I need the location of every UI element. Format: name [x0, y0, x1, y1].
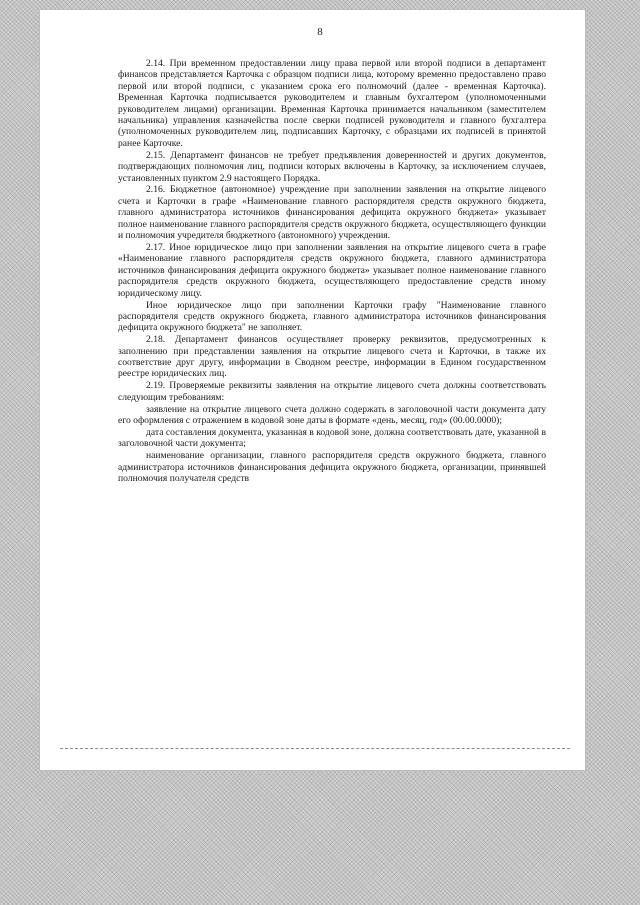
paragraph-2-17-other-entity: Иное юридическое лицо при заполнении Карточки графу "Наименование главного распорядителя средств окружного бюджета, главного администратора источников финансирования дефицита окружного бюджета" не заполняет. [118, 299, 546, 334]
paragraph-2-18: 2.18. Департамент финансов осуществляет проверку реквизитов, предусмотренных к заполнению при представлении заявления на открытие лицевого счета и Карточки, в также их соответствие друг другу, информации в Сводном реестре, информации в Едином государственном реестре юридических лиц. [118, 334, 546, 380]
document-body [118, 58, 546, 485]
paragraph-2-16: 2.16. Бюджетное (автономное) учреждение при заполнении заявления на открытие лицевого счета и Карточки в графе «Наименование главного распорядителя средств окружного бюджета, главного администратора источников финансирования дефицита окружного бюджета» указывает полное наименование главного распорядителя средств окружного бюджета, осуществляющего функции и полномочия учредителя бюджетного (автономного) учреждения. [118, 184, 546, 242]
paragraph-2-14: 2.14. При временном предоставлении лицу права первой или второй подписи в департамент финансов представляется Карточка с образцом подписи лица, которому временно предоставлено право первой или второй подписи, с указанием срока его полномочий (далее - временная Карточка). Временная Карточка подписывается руководителем и главным бухгалтером (уполномоченными руководителем лицами) организации. Временная Карточка принимается начальником (заместителем начальника) управления казначейства после сверки подписей руководителя и главного бухгалтера (уполномоченных руководителем лиц, подписавших Карточку, с образцами их подписей в принятой ранее Карточке. [118, 58, 546, 149]
paragraph-2-19: 2.19. Проверяемые реквизиты заявления на открытие лицевого счета должны соответствовать следующим требованиям: [118, 380, 546, 403]
page-edge-line [60, 748, 570, 749]
requirement-organization-name: наименование организации, главного распорядителя средств окружного бюджета, главного администратора источников финансирования дефицита окружного бюджета, организации, принявшей полномочия получателя средств [118, 450, 546, 485]
page-number: 8 [317, 26, 323, 38]
paragraph-2-17: 2.17. Иное юридическое лицо при заполнении заявления на открытие лицевого счета в графе «Наименование главного распорядителя средств окружного бюджета, главного администратора источников финансирования дефицита окружного бюджета» указывает полное наименование главного распорядителя средств окружного бюджета, осуществляющего предоставление средств иному юридическому лицу. [118, 242, 546, 299]
requirement-date-code-zone: дата составления документа, указанная в кодовой зоне, должна соответствовать дате, указанной в заголовочной части документа; [118, 427, 546, 450]
requirement-date-header: заявление на открытие лицевого счета должно содержать в заголовочной части документа дату его оформления с отражением в кодовой зоне даты в формате «день, месяц, год» (00.00.0000); [118, 403, 546, 427]
paragraph-2-15: 2.15. Департамент финансов не требует предъявления доверенностей и других документов, подтверждающих полномочия лиц, подписи которых включены в Карточку, за исключением случаев, установленных пунктом 2.9 настоящего Порядка. [118, 149, 546, 184]
